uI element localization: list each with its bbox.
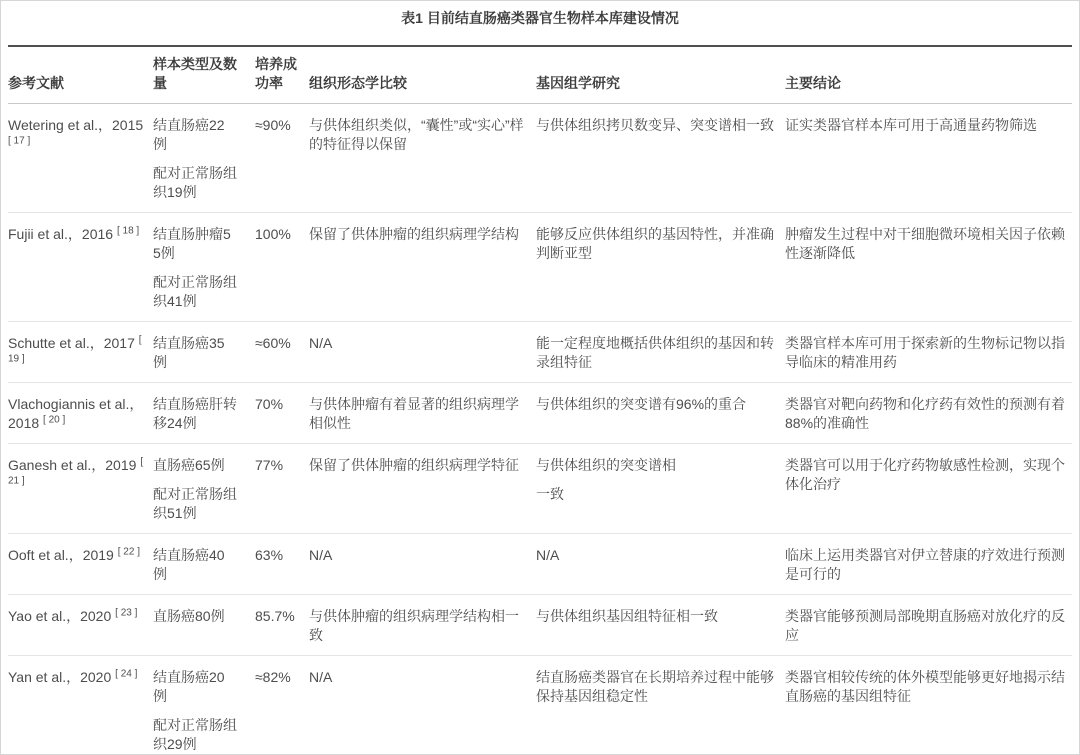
histomorphology-cell bbox=[309, 104, 536, 213]
sample-type-count-cell-text: 直肠癌80例 bbox=[153, 608, 225, 624]
success-rate-cell bbox=[255, 595, 309, 656]
conclusion-cell bbox=[785, 444, 1072, 534]
conclusion-cell bbox=[785, 656, 1072, 755]
header-row bbox=[8, 46, 1072, 104]
genomics-cell bbox=[536, 595, 785, 656]
reference-text: Ganesh et al.，2019 bbox=[8, 457, 137, 473]
genomics-cell bbox=[536, 656, 785, 755]
conclusion-cell bbox=[785, 595, 1072, 656]
histomorphology-cell bbox=[309, 213, 536, 322]
success-rate-cell-text: ≈60% bbox=[255, 335, 291, 351]
sample-type-count-cell bbox=[153, 322, 255, 383]
genomics-cell bbox=[536, 104, 785, 213]
conclusion-cell-text: 证实类器官样本库可用于高通量药物筛选 bbox=[785, 117, 1037, 133]
histomorphology-cell-text: 保留了供体肿瘤的组织病理学结构 bbox=[309, 226, 519, 242]
sample-type-count-cell bbox=[153, 534, 255, 595]
table-row bbox=[8, 104, 1072, 213]
col-header-histomorphology-comparison: 组织形态学比较 bbox=[309, 46, 536, 104]
table-body bbox=[8, 104, 1072, 755]
conclusion-cell bbox=[785, 104, 1072, 213]
organoid-biobank-table bbox=[8, 45, 1072, 755]
conclusion-cell bbox=[785, 534, 1072, 595]
citation-number: [ 17 ] bbox=[8, 135, 31, 147]
col-header-references: 参考文献 bbox=[8, 46, 153, 104]
sample-type-count-cell-text: 结直肠肿瘤55例 bbox=[153, 226, 231, 261]
genomics-cell-text: 与供体组织拷贝数变异、突变谱相一致 bbox=[536, 117, 774, 133]
reference-text: Yan et al.，2020 bbox=[8, 669, 112, 685]
success-rate-cell bbox=[255, 656, 309, 755]
sample-type-count-cell bbox=[153, 383, 255, 444]
histomorphology-cell bbox=[309, 322, 536, 383]
success-rate-cell-text: 63% bbox=[255, 547, 284, 563]
sample-type-count-cell bbox=[153, 104, 255, 213]
sample-type-count-cell-text: 配对正常肠组织29例 bbox=[153, 717, 237, 752]
reference-text: Wetering et al.，2015 bbox=[8, 117, 144, 133]
citation-number: [ 24 ] bbox=[115, 668, 138, 680]
table-row bbox=[8, 595, 1072, 656]
conclusion-cell bbox=[785, 322, 1072, 383]
sample-type-count-cell-text: 结直肠癌40例 bbox=[153, 547, 225, 582]
citation-number: [ 19 ] bbox=[8, 334, 142, 365]
sample-type-count-cell-text: 配对正常肠组织51例 bbox=[153, 486, 237, 521]
sample-type-count-cell-text: 结直肠癌20例 bbox=[153, 669, 225, 704]
reference-cell bbox=[8, 104, 153, 213]
genomics-cell bbox=[536, 534, 785, 595]
histomorphology-cell-text: N/A bbox=[309, 335, 333, 351]
success-rate-cell bbox=[255, 322, 309, 383]
genomics-cell bbox=[536, 383, 785, 444]
sample-type-count-cell-text: 结直肠癌35例 bbox=[153, 335, 225, 370]
citation-number: [ 23 ] bbox=[115, 607, 138, 619]
reference-text: Schutte et al.，2017 bbox=[8, 335, 135, 351]
histomorphology-cell-text: 与供体肿瘤有着显著的组织病理学相似性 bbox=[309, 396, 519, 431]
success-rate-cell bbox=[255, 534, 309, 595]
success-rate-cell-text: ≈82% bbox=[255, 669, 291, 685]
success-rate-cell bbox=[255, 213, 309, 322]
histomorphology-cell-text: 与供体组织类似，“囊性”或“实心”样的特征得以保留 bbox=[309, 117, 524, 152]
genomics-cell bbox=[536, 322, 785, 383]
col-header-culture-success-rate: 培养成功率 bbox=[255, 46, 309, 104]
histomorphology-cell bbox=[309, 534, 536, 595]
success-rate-cell-text: 100% bbox=[255, 226, 291, 242]
table-row bbox=[8, 383, 1072, 444]
success-rate-cell-text: 85.7% bbox=[255, 608, 295, 624]
histomorphology-cell-text: 与供体肿瘤的组织病理学结构相一致 bbox=[309, 608, 519, 643]
sample-type-count-cell-text: 直肠癌65例 bbox=[153, 457, 225, 473]
reference-cell bbox=[8, 213, 153, 322]
success-rate-cell-text: 70% bbox=[255, 396, 284, 412]
conclusion-cell bbox=[785, 383, 1072, 444]
col-header-genomics-research: 基因组学研究 bbox=[536, 46, 785, 104]
genomics-cell-text: 一致 bbox=[536, 486, 564, 502]
success-rate-cell bbox=[255, 104, 309, 213]
reference-cell bbox=[8, 383, 153, 444]
reference-cell bbox=[8, 322, 153, 383]
genomics-cell-text: 能一定程度地概括供体组织的基因和转录组特征 bbox=[536, 335, 774, 370]
sample-type-count-cell-text: 配对正常肠组织19例 bbox=[153, 165, 237, 200]
table-row bbox=[8, 444, 1072, 534]
table-row bbox=[8, 213, 1072, 322]
col-header-sample-type-count: 样本类型及数量 bbox=[153, 46, 255, 104]
histomorphology-cell-text: N/A bbox=[309, 669, 333, 685]
genomics-cell-text: 与供体组织的突变谱相 bbox=[536, 457, 676, 473]
citation-number: [ 21 ] bbox=[8, 456, 144, 487]
genomics-cell-text: 与供体组织基因组特征相一致 bbox=[536, 608, 718, 624]
table-row bbox=[8, 534, 1072, 595]
conclusion-cell-text: 类器官样本库可用于探索新的生物标记物以指导临床的精准用药 bbox=[785, 335, 1065, 370]
sample-type-count-cell-text: 结直肠癌肝转移24例 bbox=[153, 396, 237, 431]
table-header bbox=[8, 46, 1072, 104]
histomorphology-cell bbox=[309, 383, 536, 444]
sample-type-count-cell bbox=[153, 213, 255, 322]
table-row bbox=[8, 322, 1072, 383]
reference-text: Ooft et al.，2019 bbox=[8, 547, 114, 563]
sample-type-count-cell bbox=[153, 595, 255, 656]
reference-text: Vlachogiannis et al.，2018 bbox=[8, 396, 144, 431]
citation-number: [ 22 ] bbox=[117, 546, 140, 558]
table-title: 表1 目前结直肠癌类器官生物样本库建设情况 bbox=[401, 10, 679, 26]
sample-type-count-cell-text: 配对正常肠组织41例 bbox=[153, 274, 237, 309]
reference-cell bbox=[8, 534, 153, 595]
success-rate-cell-text: ≈90% bbox=[255, 117, 291, 133]
citation-number: [ 20 ] bbox=[43, 414, 66, 426]
citation-number: [ 18 ] bbox=[116, 225, 140, 237]
table-row bbox=[8, 656, 1072, 755]
conclusion-cell-text: 肿瘤发生过程中对干细胞微环境相关因子依赖性逐渐降低 bbox=[785, 226, 1065, 261]
genomics-cell-text: 与供体组织的突变谱有96%的重合 bbox=[536, 396, 747, 412]
reference-text: Yao et al.，2020 bbox=[8, 608, 112, 624]
histomorphology-cell bbox=[309, 444, 536, 534]
success-rate-cell-text: 77% bbox=[255, 457, 284, 473]
histomorphology-cell bbox=[309, 656, 536, 755]
histomorphology-cell-text: N/A bbox=[309, 547, 333, 563]
sample-type-count-cell-text: 结直肠癌22例 bbox=[153, 117, 225, 152]
genomics-cell-text: 能够反应供体组织的基因特性，并准确判断亚型 bbox=[536, 226, 774, 261]
col-header-main-conclusion: 主要结论 bbox=[785, 46, 1072, 104]
sample-type-count-cell bbox=[153, 656, 255, 755]
reference-cell bbox=[8, 656, 153, 755]
genomics-cell bbox=[536, 444, 785, 534]
conclusion-cell-text: 类器官能够预测局部晚期直肠癌对放化疗的反应 bbox=[785, 608, 1065, 643]
genomics-cell bbox=[536, 213, 785, 322]
histomorphology-cell bbox=[309, 595, 536, 656]
genomics-cell-text: N/A bbox=[536, 547, 560, 563]
success-rate-cell bbox=[255, 383, 309, 444]
conclusion-cell-text: 临床上运用类器官对伊立替康的疗效进行预测是可行的 bbox=[785, 547, 1065, 582]
reference-text: Fujii et al.，2016 bbox=[8, 226, 114, 242]
conclusion-cell-text: 类器官对靶向药物和化疗药有效性的预测有着88%的准确性 bbox=[785, 396, 1065, 431]
sample-type-count-cell bbox=[153, 444, 255, 534]
conclusion-cell-text: 类器官可以用于化疗药物敏感性检测，实现个体化治疗 bbox=[785, 457, 1065, 492]
histomorphology-cell-text: 保留了供体肿瘤的组织病理学特征 bbox=[309, 457, 519, 473]
genomics-cell-text: 结直肠癌类器官在长期培养过程中能够保持基因组稳定性 bbox=[536, 669, 774, 704]
success-rate-cell bbox=[255, 444, 309, 534]
reference-cell bbox=[8, 444, 153, 534]
conclusion-cell bbox=[785, 213, 1072, 322]
conclusion-cell-text: 类器官相较传统的体外模型能够更好地揭示结直肠癌的基因组特征 bbox=[785, 669, 1065, 704]
reference-cell bbox=[8, 595, 153, 656]
